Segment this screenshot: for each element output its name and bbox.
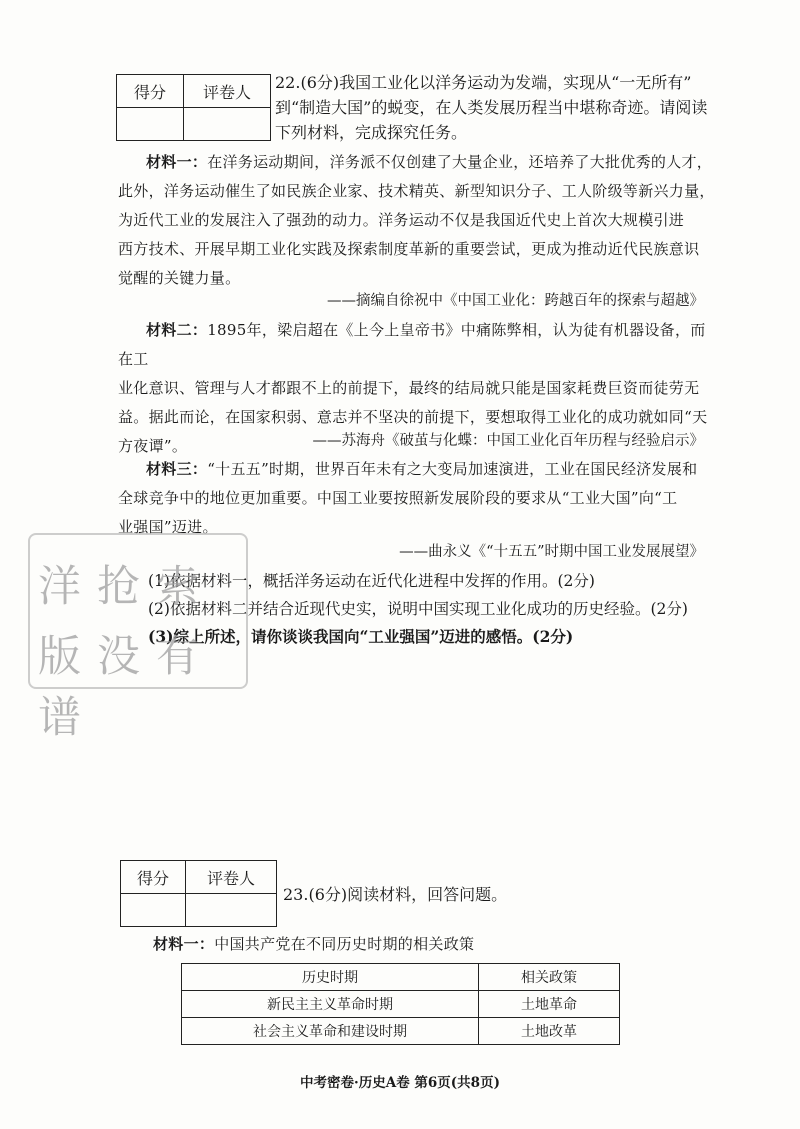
material-1-label: 材料一： bbox=[146, 153, 208, 171]
material-text: “十五五”时期，世界百年未有之大变局加速演进，工业在国民经济发展和 bbox=[207, 460, 698, 478]
material-2-label: 材料二： bbox=[146, 321, 208, 339]
q23-prompt: 23.(6分)阅读材料，回答问题。 bbox=[283, 885, 508, 904]
task-2: (2)依据材料二并结合近现代史实，说明中国实现工业化成功的历史经验。(2分) bbox=[148, 600, 688, 618]
table-row bbox=[182, 1018, 620, 1045]
material-3-source: ——曲永义《“十五五”时期中国工业发展展望》 bbox=[399, 544, 704, 560]
q22-prompt-line: 22.(6分)我国工业化以洋务运动为发端，实现从“一无所有” bbox=[275, 73, 692, 92]
table-header-row bbox=[182, 964, 620, 991]
reviewer-label: 评卷人 bbox=[184, 75, 271, 108]
table-cell: 土地改革 bbox=[479, 1018, 620, 1045]
reviewer-label: 评卷人 bbox=[186, 861, 277, 894]
material-1-source: ——摘编自徐祝中《中国工业化：跨越百年的探索与超越》 bbox=[327, 293, 704, 309]
material-1-label: 材料一： bbox=[153, 935, 215, 953]
watermark-line: 洋抢索 bbox=[38, 562, 215, 612]
page-footer: 中考密卷·历史A卷 第6页(共8页) bbox=[300, 1075, 500, 1091]
material-1-title: 中国共产党在不同历史时期的相关政策 bbox=[214, 935, 475, 953]
q23-material-1 bbox=[153, 930, 474, 959]
material-text: 1895年，梁启超在《上今上皇帝书》中痛陈弊相，认为徒有机器设备，而在工 bbox=[118, 321, 706, 368]
q22-prompt-line: 到“制造大国”的蜕变，在人类发展历程当中堪称奇迹。请阅读 bbox=[275, 98, 708, 117]
material-text: 此外，洋务运动催生了如民族企业家、技术精英、新型知识分子、工人阶级等新兴力量， bbox=[118, 182, 715, 200]
policy-table bbox=[181, 963, 620, 1045]
score-cell bbox=[121, 894, 186, 927]
watermark-stamp bbox=[28, 533, 248, 743]
material-3 bbox=[118, 455, 718, 542]
column-header: 相关政策 bbox=[479, 964, 620, 991]
material-text: 在洋务运动期间，洋务派不仅创建了大量企业，还培养了大批优秀的人才， bbox=[207, 153, 713, 171]
task-1: (1)依据材料一，概括洋务运动在近代化进程中发挥的作用。(2分) bbox=[148, 572, 595, 590]
table-row bbox=[182, 991, 620, 1018]
score-cell bbox=[117, 108, 184, 141]
watermark-line: 版没有谱 bbox=[38, 632, 215, 743]
table-cell: 土地革命 bbox=[479, 991, 620, 1018]
reviewer-cell bbox=[186, 894, 277, 927]
table-cell: 社会主义革命和建设时期 bbox=[182, 1018, 479, 1045]
table-cell: 新民主主义革命时期 bbox=[182, 991, 479, 1018]
q22-score-box bbox=[116, 74, 271, 141]
material-text: 西方技术、开展早期工业化实践及探索制度革新的重要尝试，更成为推动近代民族意识 bbox=[118, 240, 700, 258]
q23-score-box bbox=[120, 860, 277, 927]
material-text: 业化意识、管理与人才都跟不上的前提下，最终的结局就只能是国家耗费巨资而徒劳无 bbox=[118, 379, 700, 397]
material-3-label: 材料三： bbox=[146, 460, 208, 478]
reviewer-cell bbox=[184, 108, 271, 141]
material-text: 益。据此而论，在国家积弱、意志并不坚决的前提下，要想取得工业化的成功就如同“天 bbox=[118, 408, 708, 426]
task-3: (3)综上所述，请你谈谈我国向“工业强国”迈进的感悟。(2分) bbox=[148, 627, 574, 646]
material-1 bbox=[118, 148, 718, 293]
column-header: 历史时期 bbox=[182, 964, 479, 991]
material-text: 方夜谭”。 bbox=[118, 437, 188, 455]
material-text: 全球竞争中的地位更加重要。中国工业要按照新发展阶段的要求从“工业大国”向“工 bbox=[118, 489, 678, 507]
q22-prompt bbox=[275, 70, 735, 145]
q22-prompt-line: 下列材料，完成探究任务。 bbox=[275, 123, 468, 142]
score-label: 得分 bbox=[117, 75, 184, 108]
material-text: 业强国”迈进。 bbox=[118, 518, 218, 536]
material-text: 觉醒的关键力量。 bbox=[118, 269, 241, 287]
material-text: 为近代工业的发展注入了强劲的动力。洋务运动不仅是我国近代史上首次大规模引进 bbox=[118, 211, 685, 229]
material-2-source: ——苏海舟《破茧与化蝶：中国工业化百年历程与经验启示》 bbox=[312, 433, 704, 449]
score-label: 得分 bbox=[121, 861, 186, 894]
